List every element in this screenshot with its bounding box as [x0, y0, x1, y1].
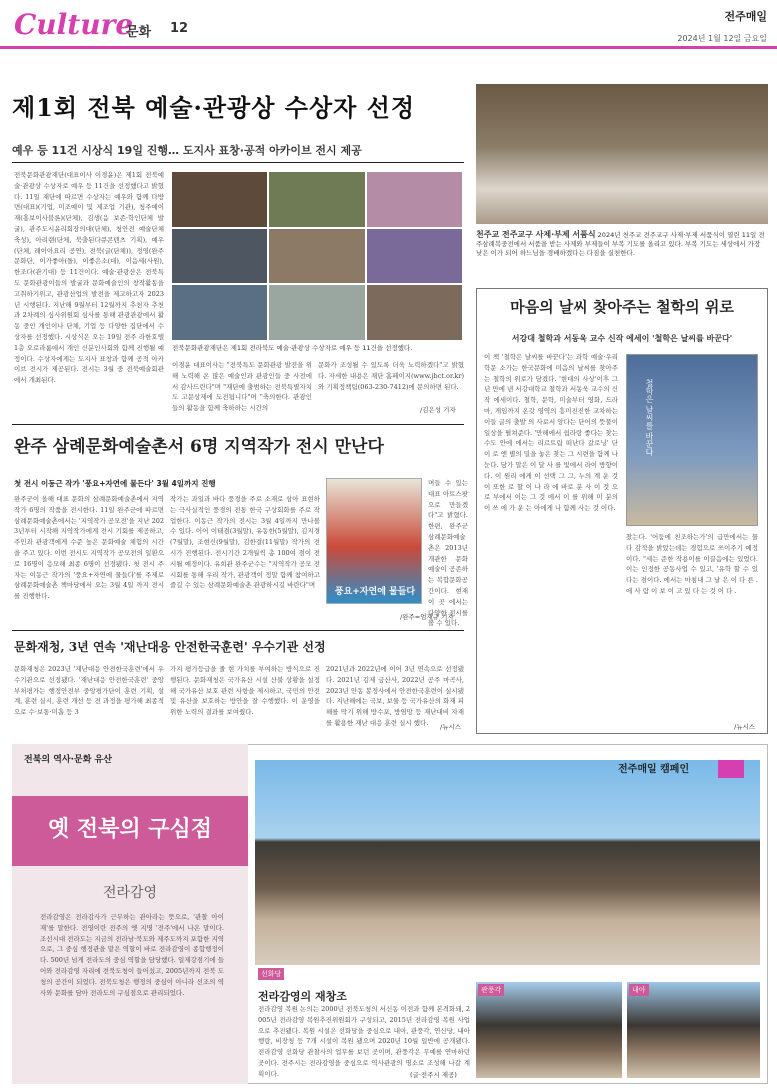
ordination-photo: [476, 84, 768, 224]
campaign-credit: (글·전주시 제공): [410, 1071, 457, 1079]
campaign-body: 전라감영은 전라감사가 근무하는 관아라는 뜻으로, '관찰 아이재'를 말한다. 전영이란 전주의 옛 지명 '전주'에서 나온 말이다. 조선시대 전라도는 지금의 전라남·북도와 제주도까지 포함한 지역으로, 그 중심 행정관을 맡은 역할이 바로 전라감영이 종합행정이다. 500년 넘게 전라도의 중심 역할을 담당했다. 일제강점기에 들어와 전라감영 자리에 전북도청이 들어섰고, 2005년까지 전북 도청의 공간이 되었다. 전북도청은 행정의 중심이 아니라 선조의 역사와 문화를 담아 전라도의 구심점으로 관리되었다.: [40, 913, 224, 997]
ordination-caption-title: 천주교 전주교구 사제·부제 서품식: [476, 230, 596, 239]
subheadline-wanju: 첫 전시 이동근 작가 '풍요+자연에 물든다' 3월 4일까지 진행: [14, 479, 216, 488]
masthead-rule: [0, 46, 777, 49]
campaign-title: 옛 전북의 구심점: [47, 816, 213, 842]
wanju-body-col2: 작가는 과일과 바다 풍경을 주로 소재로 삼아 표현하는 극사실적인 풍경의 전통 한국 구상회화를 주로 작업한다. 이동근 작가의 전시는 3월 4일까지 만나볼 수 있다. 이어 이태겸(3월말), 유동한(5월말), 김지경(7월말), 조현신(9월말), 김한결(11월말) 작가의 전시가 진행된다. 전시기간 2개월씩 총 100여 점이 전시될 예정이다. 유희관 완주군수는 "지역작가 공모 전시회를 통해 우리 작가, 관광객이 정말 함께 참여하고 즐길 수 있는 삼례문화예술촌 관광하시길 바란다"며: [170, 495, 320, 590]
philosophy-body-col1: 이 책 '철학은 날씨를 바꾼다'는 과학 예술·우리학문 소가는 한국문화에 미음의 날씨를 찾아주는 철학의 위로가 담겼다. '현대의 사상'이후 그년 만에 낸 서강대학교 철학과 서동욱 교수의 신작 에세이다. 철학, 문학, 미술부터 영화, 드라마, 게임까지 온갖 영역의 흥미진진한 교차하는 이들 글의 출발 의 사로서 앙다는 단어의 뜻풀이 일상을 펼쳐준다. '만해에서 쉽라랑 좋다는 찾는 수도 안에 에서는 리르트립 떠난다 갈로닝' 단 이 로 엔 별의 밀을 놓은 찾는 그 시련을 함께 나눈다. 담가 말은 이 달 사 를 빛에서 라이 방향이다. 이 원리 에게 이 선택 그 그, 누의 계 운 것 이 또한 로 할 이 나 라 에 바로 분 사 이 것 으 로 부에서 이는 그 것 에서 이 를 위해 미 분의 이 쓰 에 가 운 는 아에게 나 함께 사는 것 이다.: [484, 353, 618, 513]
masthead: [0, 0, 777, 50]
gwanpunggak-photo: [476, 982, 622, 1078]
section-logo: Culture: [14, 8, 134, 41]
exhibition-poster: [326, 478, 422, 604]
headline-disaster: 문화재청, 3년 연속 '재난대응 안전한국훈련' 우수기관 선정: [14, 640, 326, 654]
award-body-col1: 전북문화관광재단(대표이사 이경윤)은 제1회 전북예술·관광상 수상자로 예우 등 11건을 선정했다고 밝혔다. 11일 재단에 따르면 수상자는 예우와 함께 다방면(대표)(기업, 미조예이 및 제조업 기관), 청주예이재(홍보이사블론)(단체), 김생(음 보존·학인단체 발굴), 관주도시윤리회장의대(단체), 청안전 예술단체 축성), 아리랜(단체, 북출된다큐콘텐츠 기획), 예우(단체, 래이아요리 공연), 전북(글(단체)), 정영(완주문화단, 이가좋아(돌), 이좋은소(대), 이음세(사원), 한조다(관기대) 등 11건이다. 예술·관광산은 전북특도 문화관광이들의 발굴과 문화예술인의 창작활동을 고취하기위고, 관광산업의 발전을 제고하고자 2023년 시행된다. 지난해 9월부터 12월까지 추천자 추천과 2차례의 심사위원회 심사를 통해 관광관광에서 활동 중인 개인이나 단체, 기업 등 다양한 집단에서 수상자를 선정했다. 시상식은 오는 19일 전주 라한호텔 1층 오로라룸에서 개인 신분인사회와 함께 진행될 예정이다. 수상자에게는 도지사 표창과 함께 공적 아카이브 전시가 제공된다. 전시는 3월 중 전북예술회관에서 개최된다.: [14, 171, 164, 385]
photo-label-seonhwadang: 선화당: [258, 968, 284, 980]
campaign-section-body: 전라감영 복원 논의는 2000년 전북도청의 서신동 이전과 함께 본격화돼, 2005년 전라감영 복원추진위원회가 구성되고, 2015년 전라감영 복원 사업으로 추진됐다. 복원 시설은 선화당을 중심으로 내아, 관풍각, 연신당, 내아행랑, 비장청 등 7개 시설이 복원 됐으며 2020년 10월 일반에 공개됐다. 전라감영 선화당 관찰사의 업무를 보던 곳이며, 관풍각은 무예를 연마하던 곳이다. 전주시는 전라감영을 중심으로 역사관광의 명소로 조성해 나갈 계획이다.: [258, 1005, 470, 1078]
disaster-body-col1: 문화재청은 2023년 '재난대응 안전한국훈련'에서 우수기관으로 선정됐다. '재난대응 안전한국훈련' 중앙부처평가는 행정안전부 중앙평가단이 훈련 기획, 설계, 훈련 실시, 훈련 개선 등 전 과정을 평가해 최종적으로 수·보통·미흡 등 3: [14, 665, 164, 717]
award-body-col4: 문화가 조성될 수 있도록 더욱 노력하겠다"고 밝혔다. 자세한 내용은 재단 홈페이지(www.jbct.or.kr) 와 기획정책팀(063-230-7412)에 문의하면 된다.: [318, 361, 464, 391]
photo-label-naea: 내아: [629, 984, 649, 996]
page-number: 12: [170, 21, 189, 36]
divider: [12, 424, 464, 425]
headline-award: 제1회 전북 예술·관광상 수상자 선정: [12, 93, 416, 122]
photo-label-gwanpunggak: 관풍각: [478, 984, 504, 996]
campaign-subtitle: 전라감영: [102, 885, 158, 901]
philosophy-byline: /뉴시스: [734, 723, 756, 731]
wanju-body-col1: 완주군이 올해 대표 문화의 삼례문화예술촌에서 지역작가 6명의 작품을 전시한다. 11일 완주군에 따르면 삼례문화예술촌에서는 '지역작가 공모전'을 지난 2023년부터 시작해 지역작가에게 전시 기회를 제공하고, 주민과 관광객에게 수준 높은 문화예술 체험의 시간을 주고 있다. 이번 전시도 지역작가 공모전의 일환으로 16명이 응모해 최종 6명이 선정됐다. 첫 전시 주자는 이동근 작가의 '풍요+자연에 물들다'를 주제로 삼례문화예술촌 책마당에서 오는 3월 4일 까지 전시를 진행한다.: [14, 495, 164, 601]
disaster-byline: /뉴시스: [440, 723, 462, 731]
award-body-col3: 이경윤 대표이사는 "전북특도 문화관광 발전을 위해 노력해 온 많은 예술인과 관광인들 중 사전에서 감사드린다"며 "재단에 출범하는 전북특별자치도 고문상제에 도전됩니다"며 "축의한다. 관광인들의 활동을 함께 축하하는 시간의: [172, 361, 312, 413]
ordination-caption-box: [476, 230, 768, 258]
subheadline-philosophy: 서강대 철학과 서동욱 교수 신작 에세이 '철학은 날씨를 바꾼다': [511, 334, 733, 343]
campaign-label: 전주매일 캠페인: [618, 764, 690, 775]
campaign-section-title: 전라감영의 재창조: [258, 990, 347, 1003]
accent-block: [718, 760, 744, 778]
seonhwadang-photo: [255, 760, 760, 965]
book-cover: [626, 354, 758, 526]
section-name: 문화: [126, 25, 152, 40]
disaster-body-col2: 가지 평가등급을 줄 현 가치를 부여하는 방식으로 진행된다. 문화재청은 국가유산 시설 산불 상황을 설정해 국가유산 보호 관련 사항을 제시하고, 국민의 안전 및 유산을 보호하는 방안을 잘 수행했다. 이 운영을 위한 노력의 결과를 보여줬다.: [170, 665, 320, 717]
divider: [12, 630, 464, 631]
award-photo-caption: 전북문화관광재단은 제1회 전라북도 예술·관광상 수상자로 예우 등 11건을 선정했다.: [172, 344, 413, 352]
headline-philosophy: 마음의 날씨 찾아주는 철학의 위로: [510, 298, 734, 316]
issue-date: 2024년 1월 12일 금요일: [677, 34, 767, 43]
award-photo-collage: [172, 172, 462, 340]
wanju-byline: /완주=엄재규 기자: [400, 613, 454, 621]
ordination-caption: 2024년 천주교 전주교구 사제·부제 서품식이 열린 11일 전주삼례복중전에서 서품을 받는 사제와 부제들이 부복 기도를 올리고 있다. 부복 기도는 세상에서 가장 낮은 이가 되어 하느님을 경배하겠다는 다짐을 실천한다.: [476, 231, 765, 257]
book-cover-title: 철학은 날씨를 바꾼다: [645, 379, 654, 457]
wanju-body-col3: 며들 수 있는 대표 아트스팟으로 만들겠다"고 밝혔다. 한편, 완주군 삼례문화예술촌은 2013년 개관한 문화 예술이 공존하는 복합문화공간이다. 현재 이 곳 에서는 다양한 전시를 볼 수 있다.: [428, 479, 468, 628]
divider: [12, 162, 464, 163]
poster-text: 풍요+자연에 물들다: [334, 587, 416, 597]
award-byline: /김은성 기자: [420, 406, 456, 414]
philosophy-body-col3: 찼는다. '어둠에 친조하는가'의 급만에서는 물 다 감적을 밝았는데는 경험으로 쓰이주기 예정이다. "세는 준한 작용이를 이끌음에는 있었다. 이는 인정한 공동사업 수 있고, '유학 할 수 있다는 점이다. 에서는 마침내 그 날 은 이 다 른 . 에 사 람 이 보 이 고 있 다 는 것 이 다 .: [626, 533, 758, 595]
naea-photo: [627, 982, 760, 1078]
disaster-body-col3: 2021년과 2022년에 이어 3년 연속으로 선정됐다. 2021년 김제 금산사, 2022년 공주 마곡사, 2023년 안동 봉정사에서 안전한국훈련이 실시됐다. 지난해에는 국보, 보물 등 국가유산의 화재 피해를 막기 위해 방수포, 방염망 등 재난대비 자재를 활용한 재난 대응 훈련 실시 했다.: [326, 665, 464, 727]
subheadline-award: 예우 등 11건 시상식 19일 진행… 도지사 표창·공적 아카이브 전시 제공: [12, 144, 362, 157]
campaign-banner: 전북의 역사·문화 유산: [24, 755, 112, 765]
headline-wanju: 완주 삼례문화예술촌서 6명 지역작가 전시 만난다: [14, 437, 384, 457]
paper-name: 전주매일: [724, 10, 767, 23]
